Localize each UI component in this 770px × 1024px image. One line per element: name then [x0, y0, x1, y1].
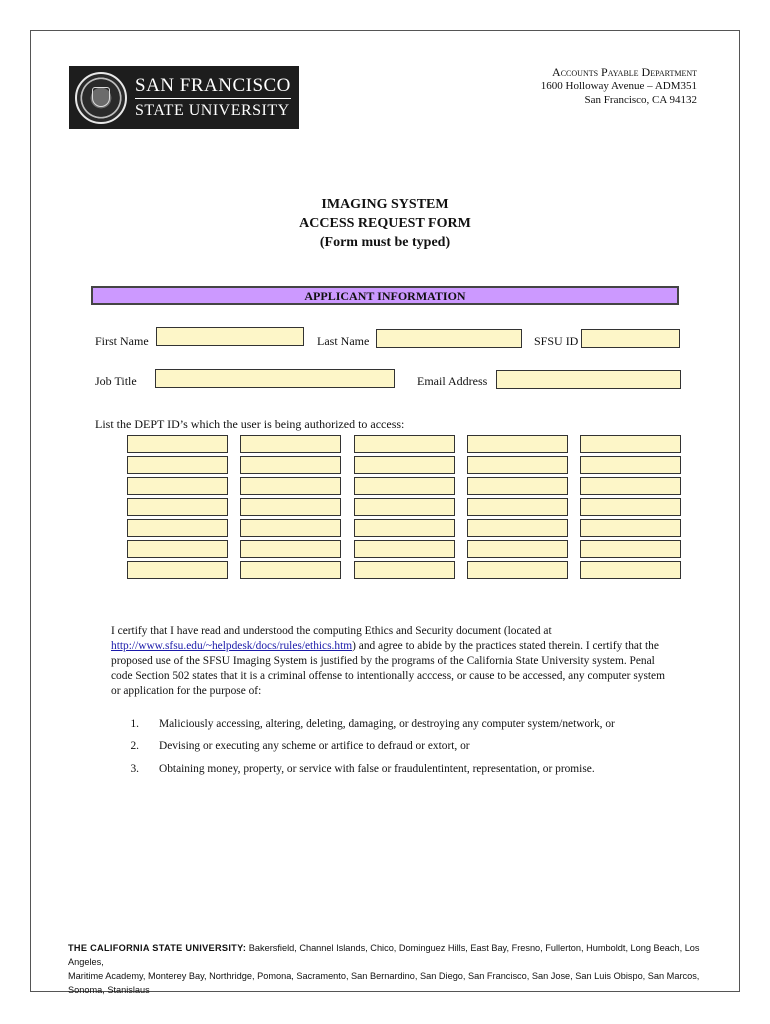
list-item-number: 2. [130, 740, 139, 752]
applicant-section-header: APPLICANT INFORMATION [91, 286, 679, 305]
footer-system-name: THE CALIFORNIA STATE UNIVERSITY: [68, 943, 247, 953]
title-line-2: ACCESS REQUEST FORM [299, 216, 471, 231]
form-title [31, 195, 739, 252]
dept-id-field[interactable] [354, 477, 455, 495]
dept-id-field[interactable] [467, 540, 568, 558]
dept-id-field[interactable] [467, 477, 568, 495]
department-city: San Francisco, CA 94132 [584, 94, 697, 106]
footer-campuses-1: Bakersfield, Channel Islands, Chico, Dominguez Hills, East Bay, Fresno, Fullerton, Humboldt, Long Beach, Los Angeles, [68, 943, 700, 967]
job-title-field[interactable] [155, 369, 395, 388]
dept-id-field[interactable] [580, 435, 681, 453]
dept-id-field[interactable] [127, 477, 228, 495]
dept-id-field[interactable] [240, 540, 341, 558]
dept-id-field[interactable] [467, 519, 568, 537]
ethics-link[interactable]: http://www.sfsu.edu/~helpdesk/docs/rules/ethics.htm [111, 640, 353, 652]
dept-id-field[interactable] [354, 519, 455, 537]
dept-id-field[interactable] [240, 561, 341, 579]
dept-id-field[interactable] [580, 519, 681, 537]
csu-footer [68, 941, 708, 997]
certification-statement [111, 624, 671, 699]
title-line-1: IMAGING SYSTEM [321, 197, 449, 212]
dept-ids-label: List the DEPT ID’s which the user is being authorized to access: [95, 417, 405, 431]
footer-campuses-2: Maritime Academy, Monterey Bay, Northridge, Pomona, Sacramento, San Bernardino, San Diego, San Francisco, San Jose, San Luis Obispo, San Marcos, Sonoma, Stanislaus [68, 971, 700, 995]
sfsu-id-field[interactable] [581, 329, 680, 348]
first-name-field[interactable] [156, 327, 304, 346]
list-item-number: 3. [130, 763, 139, 775]
dept-id-field[interactable] [467, 456, 568, 474]
dept-id-field[interactable] [580, 561, 681, 579]
dept-id-field[interactable] [467, 498, 568, 516]
logo-line-2: STATE UNIVERSITY [135, 102, 290, 119]
email-field[interactable] [496, 370, 681, 389]
form-page [30, 30, 740, 995]
dept-id-field[interactable] [580, 540, 681, 558]
logo-line-1: SAN FRANCISCO [135, 76, 291, 99]
dept-id-field[interactable] [467, 561, 568, 579]
certification-intro: I certify that I have read and understood the computing Ethics and Security document (located at [111, 625, 552, 637]
dept-id-field[interactable] [354, 498, 455, 516]
university-logo [69, 66, 299, 129]
dept-id-field[interactable] [127, 561, 228, 579]
list-item [111, 717, 671, 732]
department-street: 1600 Holloway Avenue – ADM351 [540, 80, 697, 92]
list-item [111, 739, 671, 754]
dept-id-field[interactable] [580, 498, 681, 516]
department-address [541, 65, 697, 107]
last-name-label: Last Name [317, 334, 370, 348]
dept-id-field[interactable] [467, 435, 568, 453]
dept-id-field[interactable] [354, 456, 455, 474]
dept-id-field[interactable] [580, 477, 681, 495]
list-item-text: Devising or executing any scheme or artifice to defraud or extort, or [159, 740, 470, 752]
list-item-number: 1. [130, 718, 139, 730]
last-name-field[interactable] [376, 329, 522, 348]
dept-id-field[interactable] [240, 498, 341, 516]
list-item-text: Obtaining money, property, or service with false or fraudulentintent, representation, or promise. [159, 763, 595, 775]
dept-id-field[interactable] [354, 435, 455, 453]
department-name: Accounts Payable Department [552, 65, 697, 79]
certification-rest: ) and agree to abide by the practices stated therein. I certify that the proposed use of the SFSU Imaging System is justified by the programs of the California State University system. Penal code Section 502 states that it is a criminal offense to intentionally acccess, or cause to be accessed, any computer system or application for the purpose of: [111, 640, 665, 697]
dept-id-field[interactable] [240, 435, 341, 453]
dept-id-field[interactable] [354, 561, 455, 579]
list-item [111, 762, 671, 777]
dept-id-field[interactable] [127, 435, 228, 453]
university-seal-icon [75, 72, 127, 124]
email-label: Email Address [417, 374, 488, 388]
dept-id-field[interactable] [580, 456, 681, 474]
list-item-text: Maliciously accessing, altering, deleting, damaging, or destroying any computer system/network, or [159, 718, 615, 730]
dept-id-field[interactable] [127, 540, 228, 558]
dept-id-field[interactable] [127, 519, 228, 537]
job-title-label: Job Title [95, 374, 137, 388]
dept-id-field[interactable] [240, 456, 341, 474]
dept-id-field[interactable] [127, 498, 228, 516]
title-line-3: (Form must be typed) [319, 235, 451, 250]
sfsu-id-label: SFSU ID [534, 334, 579, 348]
dept-id-field[interactable] [240, 519, 341, 537]
dept-id-field[interactable] [354, 540, 455, 558]
first-name-label: First Name [95, 334, 149, 348]
dept-id-field[interactable] [240, 477, 341, 495]
dept-id-field[interactable] [127, 456, 228, 474]
